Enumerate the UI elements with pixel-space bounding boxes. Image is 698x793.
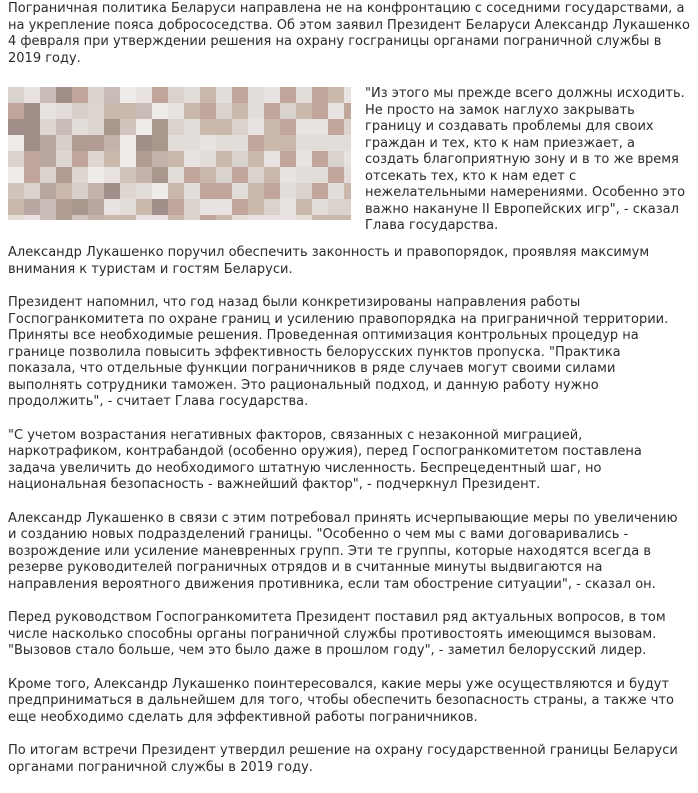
photo-pixel <box>328 199 344 215</box>
paragraph-4: Александр Лукашенко в связи с этим потребовал принять исчерпывающие меры по увеличению и созданию новых подразделений границы. "Особенно о чем мы с вами договаривались - возрождение или усиление маневренных групп. Эти те группы, которые находятся всегда в резерве руководителей пограничных отрядов и в считанные минуты выдвигаются на направления вероятного движения противника, если там обострение ситуации", - сказал он. <box>8 510 678 592</box>
photo-pixel <box>296 183 312 199</box>
photo-pixel <box>344 135 351 151</box>
paragraph-1: Александр Лукашенко поручил обеспечить законность и правопорядок, проявляя максимум внимания к туристам и гостям Беларуси. <box>8 245 650 277</box>
photo-pixel <box>264 103 280 119</box>
photo-pixel <box>56 103 72 119</box>
photo-pixel <box>280 151 296 167</box>
photo-pixel <box>264 167 280 183</box>
photo-pixel <box>56 167 72 183</box>
photo-pixel <box>104 199 120 215</box>
photo-pixel <box>328 215 344 220</box>
photo-pixel <box>200 167 216 183</box>
photo-pixel <box>328 119 344 135</box>
photo-pixel <box>168 183 184 199</box>
photo-pixel <box>312 151 328 167</box>
photo-pixel <box>72 199 88 215</box>
photo-pixel <box>248 167 264 183</box>
photo-pixel <box>136 103 152 119</box>
photo-pixel <box>248 215 264 220</box>
photo-pixel <box>184 215 200 220</box>
photo-pixel <box>40 151 56 167</box>
photo-pixel <box>344 103 351 119</box>
photo-pixel <box>264 135 280 151</box>
photo-pixel <box>296 167 312 183</box>
photo-pixel <box>216 119 232 135</box>
photo-pixel <box>120 183 136 199</box>
photo-pixel <box>8 183 24 199</box>
photo-pixel <box>312 87 328 103</box>
photo-pixel <box>216 151 232 167</box>
photo-pixel <box>88 103 104 119</box>
photo-pixel <box>88 119 104 135</box>
photo-pixel <box>328 135 344 151</box>
photo-pixel <box>200 135 216 151</box>
photo-pixel <box>200 215 216 220</box>
photo-pixel <box>216 135 232 151</box>
photo-pixel <box>328 103 344 119</box>
photo-pixel <box>152 151 168 167</box>
photo-pixel <box>344 199 351 215</box>
photo-pixel <box>136 87 152 103</box>
photo-pixel <box>264 119 280 135</box>
photo-pixel <box>72 103 88 119</box>
photo-pixel <box>168 199 184 215</box>
photo-pixel <box>328 87 344 103</box>
photo-pixel <box>248 103 264 119</box>
photo-pixel <box>104 183 120 199</box>
photo-pixel <box>136 183 152 199</box>
photo-pixel <box>56 151 72 167</box>
photo-pixel <box>56 135 72 151</box>
photo-pixel <box>24 87 40 103</box>
photo-pixel <box>184 135 200 151</box>
photo-pixel <box>88 167 104 183</box>
paragraph-5: Перед руководством Госпогранкомитета Президент поставил ряд актуальных вопросов, в том числе насколько способны органы пограничной службы противостоять имеющимся вызовам. "Вызовов стало больше, чем это было даже в прошлом году", - заметил белорусский лидер. <box>8 610 666 658</box>
photo-pixel <box>312 215 328 220</box>
photo-pixel <box>312 199 328 215</box>
photo-pixel <box>264 199 280 215</box>
blurred-photo <box>8 87 351 220</box>
photo-pixel <box>200 119 216 135</box>
photo-pixel <box>200 103 216 119</box>
photo-pixel <box>56 215 72 220</box>
photo-pixel <box>136 199 152 215</box>
photo-pixel <box>184 151 200 167</box>
photo-pixel <box>264 87 280 103</box>
photo-pixel <box>344 167 351 183</box>
photo-pixel <box>120 119 136 135</box>
photo-pixel <box>216 199 232 215</box>
photo-pixel <box>120 199 136 215</box>
photo-pixel <box>264 151 280 167</box>
photo-pixel <box>152 87 168 103</box>
photo-pixel <box>168 215 184 220</box>
photo-pixel <box>152 215 168 220</box>
photo-pixel <box>280 103 296 119</box>
photo-pixel <box>280 135 296 151</box>
photo-quote-block <box>8 86 690 233</box>
photo-pixel <box>168 87 184 103</box>
photo-pixel <box>40 215 56 220</box>
photo-pixel <box>8 151 24 167</box>
photo-pixel <box>88 135 104 151</box>
photo-pixel <box>248 135 264 151</box>
photo-pixel <box>24 199 40 215</box>
photo-pixel <box>72 215 88 220</box>
photo-pixel <box>8 167 24 183</box>
photo-pixel <box>136 215 152 220</box>
photo-pixel <box>248 87 264 103</box>
photo-pixel <box>8 199 24 215</box>
photo-pixel <box>120 87 136 103</box>
photo-pixel <box>8 215 24 220</box>
photo-pixel <box>232 103 248 119</box>
photo-pixel <box>152 183 168 199</box>
photo-pixel <box>104 151 120 167</box>
photo-pixel <box>200 199 216 215</box>
photo-pixel <box>152 135 168 151</box>
photo-pixel <box>40 135 56 151</box>
photo-pixel <box>280 215 296 220</box>
photo-pixel <box>40 167 56 183</box>
article-body <box>8 1 690 793</box>
photo-pixel <box>232 167 248 183</box>
photo-pixel <box>72 135 88 151</box>
photo-pixel <box>184 167 200 183</box>
photo-pixel <box>216 103 232 119</box>
photo-pixel <box>344 215 351 220</box>
photo-pixel <box>200 87 216 103</box>
photo-pixel <box>344 183 351 199</box>
photo-pixel <box>56 199 72 215</box>
photo-pixel <box>152 167 168 183</box>
photo-pixel <box>232 151 248 167</box>
photo-pixel <box>312 167 328 183</box>
photo-pixel <box>88 151 104 167</box>
photo-pixel <box>232 199 248 215</box>
photo-pixel <box>88 183 104 199</box>
photo-pixel <box>200 151 216 167</box>
photo-pixel <box>344 87 351 103</box>
photo-pixel <box>104 87 120 103</box>
photo-pixel <box>152 199 168 215</box>
photo-pixel <box>88 87 104 103</box>
photo-pixel <box>296 215 312 220</box>
photo-pixel <box>280 119 296 135</box>
president-quote: "Из этого мы прежде всего должны исходить. Не просто на замок наглухо закрывать границу и создавать проблемы для своих граждан и тех, кто к нам приезжает, а создать благоприятную зону и в то же время отсекать тех, кто к нам едет с нежелательными намерениями. Особенно это важно накануне II Европейских игр", - сказал Глава государства. <box>365 86 686 233</box>
photo-pixel <box>24 151 40 167</box>
photo-pixel <box>120 151 136 167</box>
photo-pixel <box>168 151 184 167</box>
photo-pixel <box>168 103 184 119</box>
photo-pixel <box>152 103 168 119</box>
photo-pixel <box>232 119 248 135</box>
photo-pixel <box>312 135 328 151</box>
photo-pixel <box>248 183 264 199</box>
photo-pixel <box>200 183 216 199</box>
photo-pixel <box>248 199 264 215</box>
photo-pixel <box>280 167 296 183</box>
photo-pixel <box>72 119 88 135</box>
photo-pixel <box>312 119 328 135</box>
photo-pixel <box>232 183 248 199</box>
photo-pixel <box>56 87 72 103</box>
photo-pixel <box>8 103 24 119</box>
photo-pixel <box>24 215 40 220</box>
photo-pixel <box>8 135 24 151</box>
photo-pixel <box>88 199 104 215</box>
photo-pixel <box>40 199 56 215</box>
photo-pixel <box>216 87 232 103</box>
photo-pixel <box>232 87 248 103</box>
photo-pixel <box>296 119 312 135</box>
photo-pixel <box>232 215 248 220</box>
photo-pixel <box>72 151 88 167</box>
paragraph-3: "С учетом возрастания негативных факторов, связанных с незаконной миграцией, наркотрафиком, контрабандой (особенно оружия), перед Госпогранкомитетом поставлена задача увеличить до необходимого штатную численность. Беспрецедентный шаг, но национальная безопасность - важнейший фактор", - подчеркнул Президент. <box>8 427 642 492</box>
photo-pixel <box>296 199 312 215</box>
photo-pixel <box>152 119 168 135</box>
photo-pixel <box>8 87 24 103</box>
photo-pixel <box>232 135 248 151</box>
photo-pixel <box>264 183 280 199</box>
photo-pixel <box>168 167 184 183</box>
photo-pixel <box>184 119 200 135</box>
photo-pixel <box>168 135 184 151</box>
photo-pixel <box>104 215 120 220</box>
photo-pixel <box>312 183 328 199</box>
photo-pixel <box>24 103 40 119</box>
photo-pixel <box>88 215 104 220</box>
photo-pixel <box>344 151 351 167</box>
photo-pixel <box>40 119 56 135</box>
photo-pixel <box>136 135 152 151</box>
photo-pixel <box>184 199 200 215</box>
photo-pixel <box>104 119 120 135</box>
photo-pixel <box>24 119 40 135</box>
photo-pixel <box>184 87 200 103</box>
photo-pixel <box>56 119 72 135</box>
photo-pixel <box>104 103 120 119</box>
photo-pixel <box>40 103 56 119</box>
photo-pixel <box>216 167 232 183</box>
photo-pixel <box>344 119 351 135</box>
paragraph-7: По итогам встречи Президент утвердил решение на охрану государственной границы Беларуси органами пограничной службы в 2019 году. <box>8 743 678 775</box>
photo-pixel <box>216 183 232 199</box>
photo-pixel <box>120 167 136 183</box>
photo-pixel <box>296 87 312 103</box>
paragraph-2: Президент напомнил, что год назад были конкретизированы направления работы Госпогранкомитета по охране границ и усилению правопорядка на приграничной территории. Приняты все необходимые решения. Проведенная оптимизация контрольных процедур на границе позволила повысить эффективность белорусских пунктов пропуска. "Практика показала, что отдельные функции пограничников в ряде случаев могут своими силами выполнять сотрудники таможен. Это рациональный подход, и данную работу нужно продолжить", - считает Глава государства. <box>8 295 669 409</box>
photo-pixel <box>216 215 232 220</box>
photo-pixel <box>8 119 24 135</box>
photo-pixel <box>56 183 72 199</box>
photo-pixel <box>24 135 40 151</box>
article-intro: Пограничная политика Беларуси направлена не на конфронтацию с соседними государствами, а на укрепление пояса добрососедства. Об этом заявил Президент Беларуси Александр Лукашенко 4 февраля при утверждении решения на охрану госграницы органами пограничной службы в 2019 году. <box>8 1 691 66</box>
photo-pixel <box>312 103 328 119</box>
photo-pixel <box>184 103 200 119</box>
photo-pixel <box>136 167 152 183</box>
photo-pixel <box>136 151 152 167</box>
photo-pixel <box>24 167 40 183</box>
photo-pixel <box>280 183 296 199</box>
photo-pixel <box>72 167 88 183</box>
photo-pixel <box>296 103 312 119</box>
photo-pixel <box>328 183 344 199</box>
photo-pixel <box>120 135 136 151</box>
photo-pixel <box>248 151 264 167</box>
photo-pixel <box>40 183 56 199</box>
photo-pixel <box>296 135 312 151</box>
photo-pixel <box>296 151 312 167</box>
photo-pixel <box>248 119 264 135</box>
photo-pixel <box>184 183 200 199</box>
photo-pixel <box>168 119 184 135</box>
photo-pixel <box>120 215 136 220</box>
paragraph-6: Кроме того, Александр Лукашенко поинтересовался, какие меры уже осуществляются и будут предприниматься в дальнейшем для того, чтобы обеспечить безопасность страны, а также что еще необходимо сделать для эффективной работы пограничников. <box>8 676 675 725</box>
photo-pixel <box>264 215 280 220</box>
photo-pixel <box>24 183 40 199</box>
photo-pixel <box>280 87 296 103</box>
photo-pixel <box>136 119 152 135</box>
photo-pixel <box>104 167 120 183</box>
photo-pixel <box>40 87 56 103</box>
photo-pixel <box>120 103 136 119</box>
photo-pixel <box>104 135 120 151</box>
photo-pixel <box>328 167 344 183</box>
photo-pixel <box>72 87 88 103</box>
photo-pixel <box>328 151 344 167</box>
photo-pixel <box>280 199 296 215</box>
photo-pixel <box>72 183 88 199</box>
